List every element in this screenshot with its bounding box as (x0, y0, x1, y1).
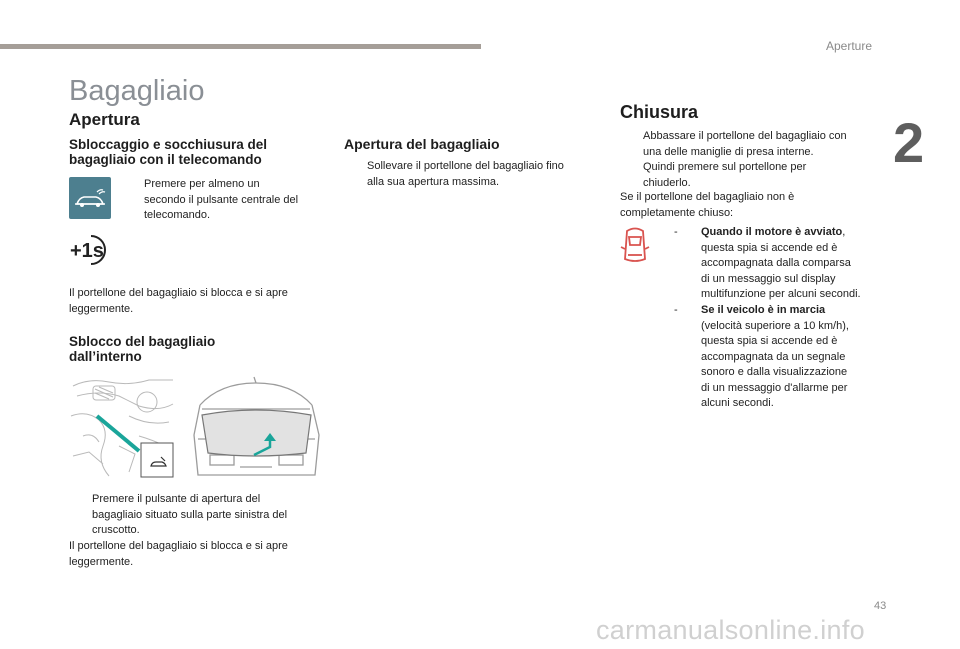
tailgate-open-warning-icon (620, 225, 650, 265)
remote-note: Il portellone del bagagliaio si blocca e si apre leggermente. (69, 287, 288, 315)
tailgate-illustration (190, 375, 323, 486)
page-title: Bagagliaio (69, 75, 205, 107)
remote-key-icon (69, 177, 111, 219)
warning-vehicle-moving: - Se il veicolo è in marcia (velocità superiore a 10 km/h), questa spia si accende ed è accompagnata da un segnale sonoro e dalla visualizzazione di un messaggio d'allarme per alcuni secondi. (674, 304, 849, 409)
closing-step-1: Abbassare il portellone del bagagliaio con una delle maniglie di presa interne. (643, 130, 847, 158)
chapter-number: 2 (893, 111, 925, 174)
page-number: 43 (874, 600, 887, 612)
opening-heading: Apertura del bagagliaio (344, 136, 500, 152)
remote-heading: Sbloccaggio e socchiusura del bagagliaio con il telecomando (69, 137, 268, 167)
apertura-heading: Apertura (69, 110, 140, 129)
remote-instruction: Premere per almeno un secondo il pulsante centrale del telecomando. (144, 178, 299, 221)
dashboard-button-illustration (69, 376, 175, 486)
closing-note: Se il portellone del bagagliaio non è completamente chiuso: (620, 191, 795, 219)
watermark-link[interactable]: carmanualsonline.info (596, 615, 865, 645)
hold-badge-text: +1s (70, 240, 104, 262)
closing-step-2: Quindi premere sul portellone per chiuderlo. (643, 161, 807, 189)
inside-instruction: Premere il pulsante di apertura del bagagliaio situato sulla parte sinistra del cruscotto. (92, 493, 288, 536)
header-bar (0, 44, 481, 49)
inside-heading: Sblocco del bagagliaio dall’interno (69, 334, 216, 364)
opening-instruction: Sollevare il portellone del bagagliaio fino alla sua apertura massima. (367, 160, 564, 188)
section-title: Aperture (826, 39, 873, 53)
hold-one-second-icon (69, 232, 119, 268)
warning-engine-running: - Quando il motore è avviato, questa spia si accende ed è accompagnata dalla comparsa di un messaggio sul display multifunzione per alcuni secondi. (674, 226, 861, 300)
inside-note: Il portellone del bagagliaio si blocca e si apre leggermente. (69, 540, 288, 568)
chiusura-heading: Chiusura (620, 102, 699, 122)
